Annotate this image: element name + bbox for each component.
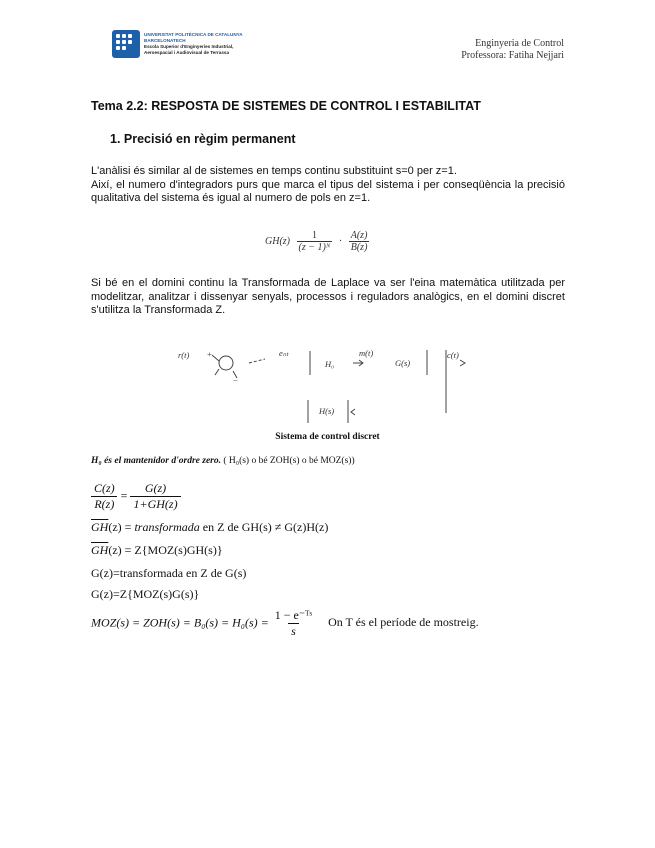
header-info [461, 38, 564, 62]
line2-gh: $\overline{GH}$ [91, 520, 109, 534]
professor-name: Professora: Fatiha Nejjari [461, 50, 564, 61]
section-heading: 1. Precisió en règim permanent [110, 132, 296, 146]
moz-definition [91, 608, 479, 639]
gh-moz-line [91, 543, 223, 558]
diagram-h0-label: H₀ [325, 359, 335, 369]
formula-gh-den1: (z − 1)ᴺ [298, 242, 331, 253]
g-moz-line: G(z)=Z{MOZ(s)G(s)} [91, 587, 200, 601]
course-name: Enginyeria de Control [475, 38, 564, 49]
g-den-post: (z) [164, 497, 178, 511]
line2-transformada: transformada [134, 520, 200, 534]
g-transform-line: G(z)=transformada en Z de G(s) [91, 566, 247, 580]
formula-gh: GH(z) $\frac{1}{\text{(z − 1)ᴺ}}$ · $\frac{A(z)}{B(z)}$ [265, 230, 368, 253]
diagram-r-label: r(t) [178, 350, 190, 360]
h0-definition-emph: H₀ és el mantenidor d'ordre zero. [91, 456, 221, 466]
closed-loop-equation [91, 481, 181, 512]
cr-denominator: R(z) [91, 496, 117, 512]
diagram-e-label: eₙₜ [279, 348, 289, 358]
line2-mid: (z) = [108, 520, 135, 534]
university-logo [112, 30, 140, 58]
formula-gh-frac1 [297, 230, 333, 253]
formula-gh-lhs: GH(z) [265, 235, 290, 247]
equals-sign: = [120, 488, 128, 503]
diagram-g-label: G(s) [395, 358, 411, 368]
page-title: Tema 2.2: RESPOSTA DE SISTEMES DE CONTROL I ESTABILITAT [91, 99, 481, 113]
moz-denominator: s [288, 623, 299, 639]
formula-gh-frac2 [349, 230, 370, 253]
moz-lhs: MOZ(s) = ZOH(s) = B₀(s) = H₀(s) = [91, 615, 272, 630]
paragraph-1 [91, 165, 565, 206]
sampling-period-note: On T és el període de mostreig. [328, 615, 479, 630]
line2-end: en Z de GH(s) ≠ G(z)H(z) [199, 520, 329, 534]
diagram-c-label: c(t) [447, 350, 459, 360]
diagram-m-label: m(t) [359, 348, 374, 358]
line3-gh: $\overline{GH}$ [91, 543, 109, 557]
formula-gh-num2: A(z) [350, 230, 368, 241]
block-diagram-lines [175, 345, 485, 430]
g-numerator: G(z) [144, 481, 167, 495]
block-diagram [175, 345, 485, 430]
line3-end: (z) = Z{MOZ(s)GH(s)} [108, 543, 223, 557]
cr-numerator: C(z) [94, 481, 115, 495]
paragraph-1-line-1: L'anàlisi és similar al de sistemes en temps continu substituint s=0 per z=1. [91, 165, 457, 177]
h0-definition-rest: ( H₀(s) o bé ZOH(s) o bé MOZ(s)) [223, 456, 355, 466]
formula-gh-den2: B(z) [350, 242, 368, 253]
g-den-gh: $\overline{GH}$ [147, 497, 165, 511]
diagram-caption: Sistema de control discret [275, 432, 380, 442]
summing-junction [219, 356, 233, 370]
logo-university-text: UNIVERSITAT POLITÈCNICA DE CATALUNYA BARCELONATECH [144, 32, 243, 43]
paragraph-2: Si bé en el domini continu la Transformada de Laplace va ser l'eina matemàtica utilitzada per modelitzar, analitzar i dissenyar senyals, processos i reguladors analògics, en el domini discret s'utilitza la Transformada Z. [91, 277, 565, 317]
diagram-plus: + [207, 349, 212, 359]
paragraph-1-line-2: Així, el numero d'integradors purs que marca el tipus del sistema i per conseqüència la precisió qualitativa del sistema és igual al numero de pols en z=1. [91, 178, 565, 205]
diagram-minus: − [233, 375, 238, 385]
moz-numerator: 1 − e⁻ᵀˢ [274, 608, 313, 622]
diagram-h-label: H(s) [319, 406, 335, 416]
g-den-pre: 1+ [133, 497, 148, 511]
formula-gh-num1: 1 [311, 230, 317, 241]
gh-transform-line [91, 520, 328, 535]
logo-school-text: Escola Superior d'Enginyeries Industrial, Aeroespacial i Audiovisual de Terrassa [144, 44, 234, 55]
h0-definition [91, 456, 355, 466]
